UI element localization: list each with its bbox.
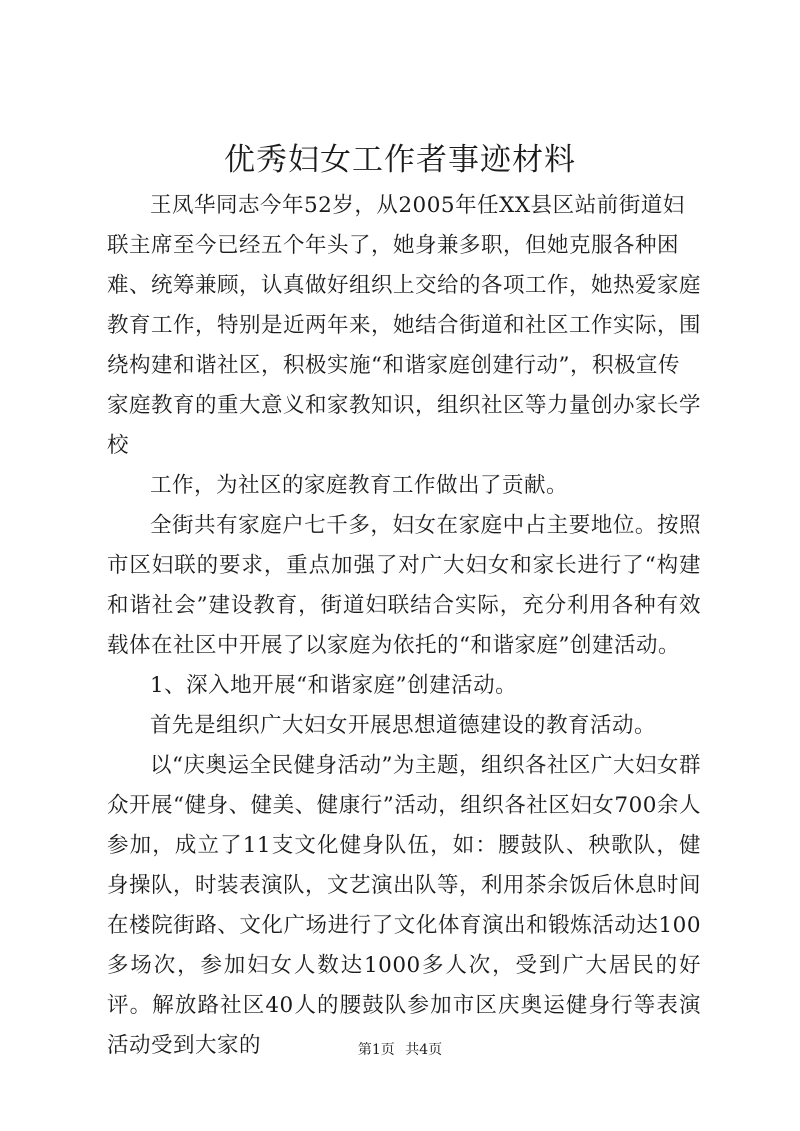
paragraph-fitness-activities: 以“庆奥运全民健身活动”为主题，组织各社区广大妇女群众开展“健身、健美、健康行”活动，组织各社区妇女700余人参加，成立了11支文化健身队伍，如：腰鼓队、秧歌队，健身操队，时装表演队，文艺演出队等，利用茶余饭后休息时间在楼院街路、文化广场进行了文化体育演出和锻炼活动达100多场次，参加妇女人数达1000多人次，受到广大居民的好评。解放路社区40人的腰鼓队参加市区庆奥运健身行等表演活动受到大家的 <box>107 753 702 1058</box>
page-footer <box>0 1040 800 1060</box>
paragraph-overview: 全街共有家庭户七千多，妇女在家庭中占主要地位。按照市区妇联的要求，重点加强了对广大妇女和家长进行了“构建和谐社会”建设教育，街道妇联结合实际，充分利用各种有效载体在社区中开展了以家庭为依托的“和谐家庭”创建活动。 <box>107 513 701 658</box>
page-number: 第1页 <box>357 1042 395 1058</box>
document-body <box>107 186 701 1066</box>
paragraph-intro: 王凤华同志今年52岁，从2005年任XX县区站前街道妇联主席至今已经五个年头了，她身兼多职，但她克服各种困难、统筹兼顾，认真做好组织上交给的各项工作，她热爱家庭教育工作，特别是近两年来，她结合街道和社区工作实际，围绕构建和谐社区，积极实施“和谐家庭创建行动”，积极宣传家庭教育的重大意义和家教知识，组织社区等力量创办家长学校 <box>107 193 702 458</box>
page-total: 共4页 <box>405 1042 443 1058</box>
paragraph-moral-education: 首先是组织广大妇女开展思想道德建设的教育活动。 <box>150 713 657 738</box>
document-title: 优秀妇女工作者事迹材料 <box>224 142 576 178</box>
paragraph-section-heading: 1、深入地开展“和谐家庭”创建活动。 <box>150 673 518 698</box>
paragraph-contribution: 工作，为社区的家庭教育工作做出了贡献。 <box>150 473 569 498</box>
